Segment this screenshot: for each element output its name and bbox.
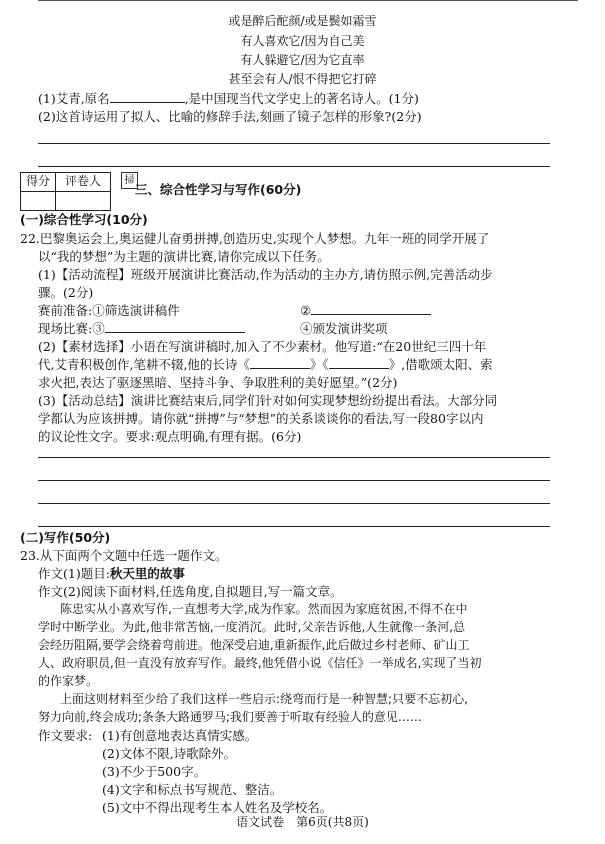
live-match-item-4: ④颁发演讲奖项 bbox=[300, 321, 388, 336]
question-1-text: (1)艾青,原名 bbox=[38, 91, 110, 106]
score-cell[interactable] bbox=[21, 192, 56, 211]
answer-line[interactable] bbox=[38, 166, 550, 167]
material-line: 上面这则材料至少给了我们这样一些启示:绕弯而行是一种智慧;只要不忘初心, bbox=[60, 692, 468, 706]
section-3-title: 三、综合性学习与写作(60分) bbox=[135, 182, 302, 197]
page-footer: 语文试卷 第6页(共8页) bbox=[236, 815, 369, 829]
score-table bbox=[20, 172, 111, 211]
sub1-line-2: 骤。(2分) bbox=[38, 285, 94, 300]
sub2-line-1: (2)【素材选择】小语在写演讲稿时,加入了不少素材。他写道:“在20世纪三四十年 bbox=[38, 339, 487, 354]
material-line: 的作家梦。 bbox=[38, 674, 99, 688]
question-1 bbox=[38, 91, 419, 107]
answer-line[interactable] bbox=[38, 457, 550, 458]
sub3-line-3: 的议论性文字。要求:观点明确,有理有据。(6分) bbox=[38, 429, 302, 444]
answer-line[interactable] bbox=[38, 526, 550, 527]
question-1-tail: ,是中国现当代文学史上的著名诗人。(1分) bbox=[184, 91, 419, 106]
answer-blank-step-2[interactable] bbox=[311, 303, 431, 315]
answer-line[interactable] bbox=[38, 480, 550, 481]
top-rule bbox=[38, 0, 578, 1]
material-line: 会经历阻隔,要学会绕着弯前进。他深受启迪,重新振作,此后做过乡村老师、矿山工 bbox=[38, 638, 470, 652]
sub2-line-2: 代,艾青积极创作,笔耕不辍,他的长诗《 》《 》,借歌颂太阳、索 bbox=[38, 357, 493, 372]
answer-line[interactable] bbox=[38, 143, 550, 144]
q23-line: 23.从下面两个文题中任选一题作文。 bbox=[20, 548, 228, 563]
poem-line-4: 甚至会有人/恨不得把它打碎 bbox=[228, 72, 377, 86]
sub1-line-1: (1)【活动流程】班级开展演讲比赛活动,作为活动的主办方,请仿照示例,完善活动步 bbox=[38, 267, 493, 282]
requirement-item: (4)文字和标点书写规范、整洁。 bbox=[102, 782, 283, 797]
requirements-label: 作文要求: bbox=[38, 728, 93, 743]
requirement-item: (5)文中不得出现考生本人姓名及学校名。 bbox=[102, 800, 333, 815]
poem-line-3: 有人躲避它/因为它直率 bbox=[240, 53, 365, 67]
requirement-item: (3)不少于500字。 bbox=[102, 764, 207, 779]
essay-option-1: 作文(1)题目:秋天里的故事 bbox=[38, 566, 185, 581]
answer-blank-step-3[interactable] bbox=[105, 321, 245, 333]
pre-match-item-2: ② bbox=[300, 303, 431, 319]
poem-line-2: 有人喜欢它/因为自己美 bbox=[240, 34, 365, 48]
score-header: 得分 bbox=[21, 173, 56, 192]
material-line: 人、政府职员,但一直没有放弃写作。最终,他凭借小说《信任》一举成名,实现了当初 bbox=[38, 656, 482, 670]
essay-option-2: 作文(2)阅读下面材料,任选角度,自拟题目,写一篇文章。 bbox=[38, 584, 343, 599]
sub3-line-2: 学都认为应该拼搏。请你就“拼搏”与“梦想”的关系谈谈你的看法,写一段80字以内 bbox=[38, 411, 484, 426]
part-2-title: (二)写作(50分) bbox=[20, 530, 111, 545]
scan-stamp-icon: 掃 bbox=[121, 172, 138, 189]
requirement-item: (2)文体不限,诗歌除外。 bbox=[102, 746, 237, 761]
essay-title: 秋天里的故事 bbox=[109, 566, 185, 581]
pre-match-label: 赛前准备:①筛选演讲稿件 bbox=[38, 303, 180, 318]
grader-header: 评卷人 bbox=[56, 173, 111, 192]
answer-blank-poem-2[interactable] bbox=[329, 357, 389, 369]
part-1-title: (一)综合性学习(10分) bbox=[20, 212, 148, 227]
grader-cell[interactable] bbox=[56, 192, 111, 211]
answer-blank-poem-1[interactable] bbox=[250, 357, 310, 369]
question-2: (2)这首诗运用了拟人、比喻的修辞手法,刻画了镜子怎样的形象?(2分) bbox=[38, 109, 422, 124]
requirement-item: (1)有创意地表达真情实感。 bbox=[102, 728, 258, 743]
sub2-line-3: 求火把,表达了驱逐黑暗、坚持斗争、争取胜利的美好愿望。”(2分) bbox=[38, 375, 398, 390]
material-line: 陈忠实从小喜欢写作,一直想考大学,成为作家。然而因为家庭贫困,不得不在中 bbox=[60, 602, 468, 616]
sub3-line-1: (3)【活动总结】演讲比赛结束后,同学们针对如何实现梦想纷纷提出看法。大部分同 bbox=[38, 393, 498, 408]
answer-blank-name[interactable] bbox=[110, 91, 185, 103]
answer-line[interactable] bbox=[38, 503, 550, 504]
q22-line-2: 以“我的梦想”为主题的演讲比赛,请你完成以下任务。 bbox=[38, 249, 330, 264]
live-match-label: 现场比赛:③ bbox=[38, 321, 245, 337]
material-line: 学时中断学业。为此,他非常苦恼,一度消沉。此时,父亲告诉他,人生就像一条河,总 bbox=[38, 620, 466, 634]
q22-line-1: 22.巴黎奥运会上,奥运健儿奋勇拼搏,创造历史,实现个人梦想。九年一班的同学开展了 bbox=[20, 231, 490, 246]
poem-line-1: 或是醉后酡颜/或是鬓如霜雪 bbox=[228, 14, 377, 28]
material-line: 努力向前,终会成功;条条大路通罗马;我们要善于听取有经验人的意见…… bbox=[38, 710, 422, 724]
